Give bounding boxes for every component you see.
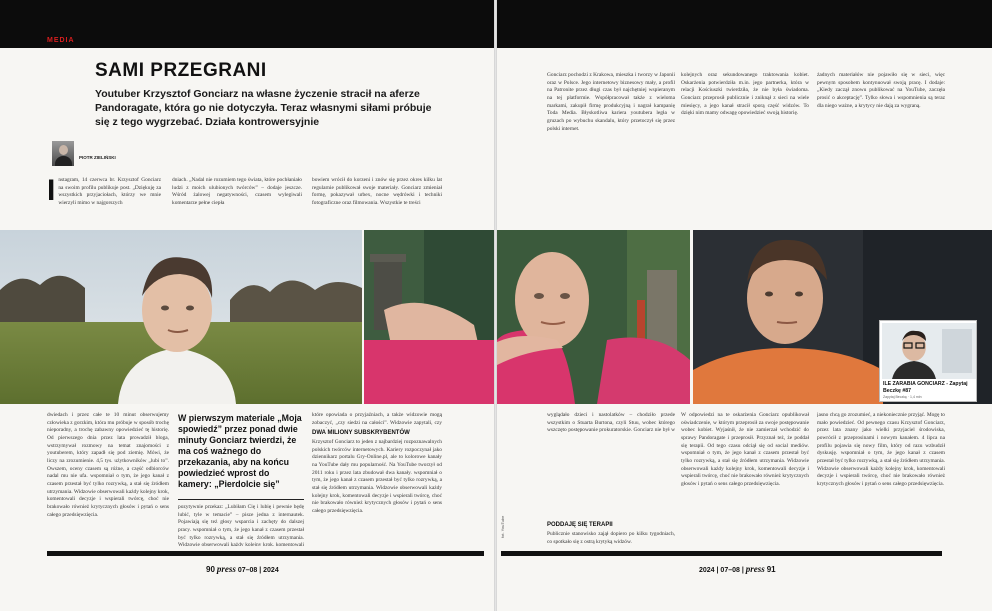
column-text: Publicznie stanowisko zajął dopiero po kilku tygodniach, co spotkało się z ostrą krytyką widzów. bbox=[547, 531, 675, 545]
column-text: bowiem wrócił do korzeni i znów się przez okres kilku lat regularnie publikował swoje materiały. Gonciarz zmieniał formę, pokazywał urbex, nocne wędrówki i techniki fotograficzne oraz filmowania. Wszystkie te treści bbox=[312, 177, 442, 207]
subheading: PODDAJĘ SIĘ TERAPII bbox=[547, 522, 613, 528]
article-column-1-bottom bbox=[47, 412, 169, 546]
issue-date: 07–08 | 2024 bbox=[237, 567, 279, 574]
drop-cap: I bbox=[47, 177, 56, 207]
page-number: 90 bbox=[206, 565, 215, 574]
column-text: jasno chcą go zrozumieć, a niekoniecznie przyjąć. Mogę to mało powiedzieć. Od pewnego czasu Krzysztof Gonciarz, przez lata znany jako wielki przyjaciel środowiska, powrócił z przeprosinami i nowym kanałem. 4 lipca na profilu pojawia się nowy film, który od razu wzbudził dyskusję. bbox=[817, 412, 945, 457]
article-column-3-bottom bbox=[817, 412, 945, 546]
article-column-1-bottom bbox=[547, 531, 675, 547]
column-text: Gonciarz pochodzi z Krakowa, mieszka i tworzy w Japonii oraz w Polsce. Jego internetowy biznesowy mały, a profil na Patronite przez długi czas był najchętniej wspieranym na tej platformie. Współpracował także z wieloma markami, zakupił firmę produkcyjną i nagrał kampanię Toda Media. Błyskotliwa kariera youtubera legła w gruzach po wybuchu skandalu, który przetoczył się przez polski internet. bbox=[547, 72, 675, 132]
column-text: dwiedach i przez całe te 10 minut obserwujemy człowieka z gorzkim, która mu próbuje w sposób trochę nieporadny, a trochę zabawny opowiedzieć tę historię. Od pierwszego dnia przez lata prowadził bloga, wstrzymywał rozmowy na temat znajomości z youtuberem, który zapadł się pod ziemię. Mówi, że liczy na zrozumienie. 4,5 tys. użytkowników „lubi to”. Owszem, oceny czasem są różne, a część odbiorców nadal mu nie ufa. bbox=[47, 412, 169, 480]
column-text: wyglądało dzieci i nastolatków – chodziło przede wszystkim o Stuarta Burtona, czyli Stuu, wobec którego wszczęto postępowanie prokuratorskie. Gonciarz nie był w bbox=[547, 412, 675, 434]
video-thumbnail bbox=[882, 323, 976, 379]
article-column-1-top bbox=[47, 177, 161, 225]
footer-rule-left bbox=[47, 551, 484, 556]
column-text: W odpowiedzi na te oskarżenia Gonciarz opublikował oświadczenie, w którym przeprosił za swoje postępowanie wobec kobiet. Wyjaśnił, że nie zamierzał wchodzić do sprawy Pandoragate i przeprosił. Przyznał też, że poddał się terapii. Od tego czasu odciął się od social mediów. bbox=[681, 412, 809, 449]
column-text: pozytywnie przekaz: „Lubiłam Cię i lubię i pewnie będę lubić, tyle w temacie” – pisze jedna z internautek. Pojawiają się też głosy wsparcia i zachęty do dalszej pracy. bbox=[178, 504, 304, 534]
article-column-2-bottom bbox=[178, 504, 304, 546]
article-column-1-top bbox=[547, 72, 675, 226]
photo-strip-left bbox=[0, 230, 494, 404]
article-column-3-top bbox=[312, 177, 442, 225]
article-column-1-bottom-intro bbox=[547, 412, 675, 435]
author-name: PIOTR ZIELIŃSKI bbox=[79, 155, 116, 160]
right-page bbox=[497, 0, 992, 611]
subheading: DWA MILIONY SUBSKRYBENTÓW bbox=[312, 430, 410, 436]
pull-quote-rule bbox=[178, 499, 304, 500]
folio-right bbox=[699, 564, 776, 574]
video-thumbnail-card[interactable] bbox=[879, 320, 977, 402]
article-column-3-bottom-intro bbox=[312, 412, 442, 428]
photo-park-selfie bbox=[0, 230, 362, 404]
photo-temple-selfie bbox=[364, 230, 494, 404]
article-column-2-top bbox=[172, 177, 302, 225]
section-label: MEDIA bbox=[47, 37, 75, 44]
column-text: żadnych materiałów nie pojawiło się w sieci, więc pewnym sposobem kontynuował swoją pracę. I dodaje: „Kiedy zaczął znowu publikować na YouTube, zaczęła prosić o akceptację”. Tylko słowa i wspomnienia są teraz dla niego ważne, a krytycy nie dają za wygraną. bbox=[817, 72, 945, 109]
article-column-2-bottom bbox=[681, 412, 809, 546]
column-text: nstagram, 14 czerwca br. Krzysztof Gonciarz na swoim profilu publikuje post. „Dziękuję za wszystkich przyjaciołach, którzy we mnie wierzyli mimo w najgorszych bbox=[58, 177, 161, 207]
magazine-name: press bbox=[745, 564, 765, 574]
video-meta: Zapytaj Beczkę · 1,4 mln bbox=[883, 395, 922, 399]
folio-left bbox=[206, 564, 279, 574]
issue-date: 2024 | 07–08 | bbox=[699, 567, 744, 574]
pull-quote: W pierwszym materiale „Moja spowiedź” przez ponad dwie minuty Gonciarz twierdzi, że ma coś ważnego do przekazania, aby na końcu powiedzieć wprost do kamery: „Pierdolcie się” bbox=[178, 413, 302, 489]
article-column-3-bottom bbox=[312, 439, 442, 546]
photo-temple-selfie-continued bbox=[497, 230, 690, 404]
author-photo bbox=[52, 141, 74, 166]
column-text: które opowiada o przyjaźniach, a także widzowie mogą zobaczyć, „czy siedzi na całości”. Widzowie zapytali, czy bbox=[312, 412, 442, 426]
magazine-name: press bbox=[216, 564, 236, 574]
photo-credit: fot. YouTube bbox=[500, 515, 505, 538]
top-bar bbox=[497, 0, 992, 48]
video-title: ILE ZARABIA GONCIARZ - Zapytaj Beczkę #87 bbox=[883, 381, 968, 394]
left-page bbox=[0, 0, 494, 611]
page-number: 91 bbox=[766, 565, 776, 574]
column-text: dniach. „Nadal nie rozumiem tego świata, które pochłaniało ludzi z moich ulubionych twórców” – dodaje jeszcze. Wśród żalowej negatywności, czasem wylegiwali komentarze pełne ciepła bbox=[172, 177, 302, 207]
article-column-2-top bbox=[681, 72, 809, 226]
article-column-3-top bbox=[817, 72, 945, 226]
headline: SAMI PRZEGRANI bbox=[95, 60, 267, 81]
lead-text: Youtuber Krzysztof Gonciarz na własne życzenie stracił na aferze Pandoragate, która go nie dotyczyła. Teraz własnymi siłami próbuje się z tego wygrzebać. Działa kontrowersyjnie bbox=[95, 88, 432, 129]
column-text: kolejnych oraz sekundowanego traktowania kobiet. Oskarżenia potwierdziła m.in. jego partnerka, która w relacji Kościuszki twierdziła, że nie była świadoma. Gonciarz przeprosił publicznie i zniknął z sieci na wiele miesięcy, a jego kanał stracił sporą część widzów. To dzięki nim mamy odwagę opowiedzieć swoją historię. bbox=[681, 72, 809, 117]
column-text: Krzysztof Gonciarz to jeden z najbardziej rozpoznawalnych polskich twórców internetowych. Kariery rozpoczynał jako dziennikarz portalu Gry-Online.pl, ale to kolorowe kanały na YouTube dały mu popularność. Na YouTube tworzył od 2011 roku i przez lata zbudował dwa kanały. bbox=[312, 439, 442, 476]
footer-rule-right bbox=[501, 551, 942, 556]
